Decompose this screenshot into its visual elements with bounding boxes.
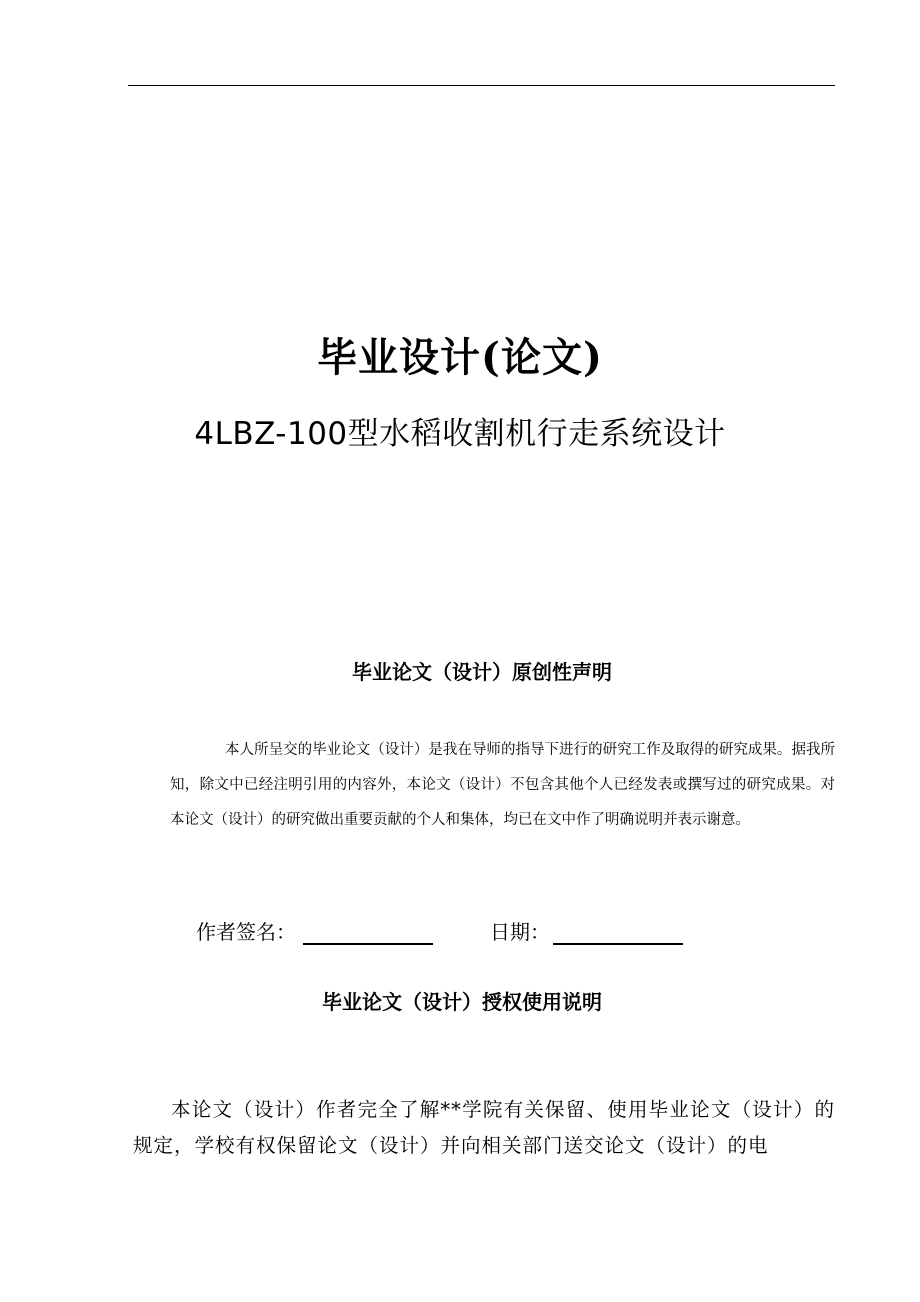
author-signature-label: 作者签名： — [196, 920, 296, 944]
author-signature-line — [303, 943, 433, 945]
signature-row — [196, 914, 836, 950]
main-title: 毕业设计(论文) — [317, 334, 603, 381]
originality-declaration-heading: 毕业论文（设计）原创性声明 — [352, 660, 612, 684]
date-line — [553, 943, 683, 945]
date-label: 日期： — [490, 920, 550, 944]
originality-declaration-body: 本人所呈交的毕业论文（设计）是我在导师的指导下进行的研究工作及取得的研究成果。据我所知，除文中已经注明引用的内容外，本论文（设计）不包含其他个人已经发表或撰写过的研究成果。对本论文（设计）的研究做出重要贡献的个人和集体，均已在文中作了明确说明并表示谢意。 — [170, 742, 835, 828]
authorization-body: 本论文（设计）作者完全了解**学院有关保留、使用毕业论文（设计）的规定，学校有权保留论文（设计）并向相关部门送交论文（设计）的电 — [133, 1098, 835, 1157]
header-rule — [128, 85, 835, 86]
authorization-heading: 毕业论文（设计）授权使用说明 — [322, 990, 602, 1014]
thesis-title: 4LBZ-100型水稻收割机行走系统设计 — [194, 416, 726, 452]
